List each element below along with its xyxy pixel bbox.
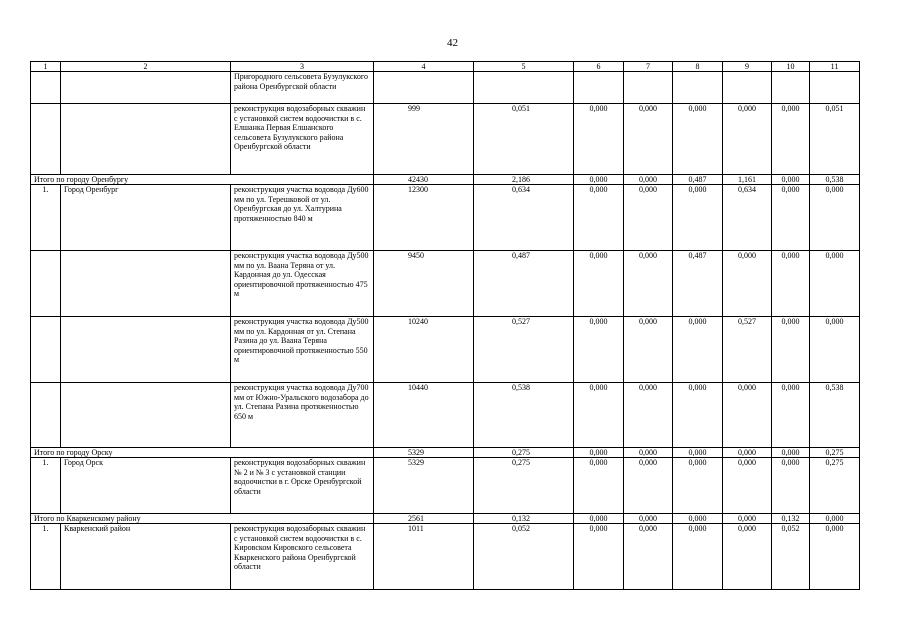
value-cell-col-6: 0,000: [574, 317, 624, 383]
value-cell-col-11: 0,538: [810, 175, 860, 185]
value-cell-col-7: 0,000: [624, 317, 673, 383]
row-number-cell: [31, 104, 61, 175]
value-cell-col-5: 0,527: [474, 317, 574, 383]
row-number-cell: [31, 72, 61, 104]
value-cell-col-8: 0,000: [673, 383, 723, 448]
column-number-header: 2: [61, 62, 231, 72]
value-cell-col-7: 0,000: [624, 251, 673, 317]
value-cell-col-7: 0,000: [624, 185, 673, 251]
column-number-header: 5: [474, 62, 574, 72]
project-description-cell: реконструкция участка водовода Ду500 мм по ул. Кардонная от ул. Степана Разина до ул. Ваана Теряна ориентировочной протяженностью 550 м: [231, 317, 374, 383]
data-table: [30, 61, 860, 590]
value-cell-col-10: 0,000: [772, 251, 810, 317]
column-number-header: 6: [574, 62, 624, 72]
value-cell-col-4: 2561: [374, 514, 474, 524]
value-cell-col-10: 0,000: [772, 185, 810, 251]
value-cell-col-8: 0,000: [673, 185, 723, 251]
value-cell-col-5: 0,052: [474, 524, 574, 590]
value-cell-col-7: 0,000: [624, 448, 673, 458]
value-cell-col-8: 0,000: [673, 104, 723, 175]
value-cell-col-6: 0,000: [574, 185, 624, 251]
value-cell-col-6: 0,000: [574, 524, 624, 590]
subtotal-row: [31, 448, 860, 458]
value-cell-col-9: 0,527: [723, 317, 772, 383]
value-cell-col-9: 0,000: [723, 383, 772, 448]
project-description-cell: реконструкция участка водовода Ду700 мм от Южно-Уральского водозабора до ул. Степана Разина протяженностью 650 м: [231, 383, 374, 448]
value-cell-col-9: 0,000: [723, 524, 772, 590]
place-name-cell: [61, 383, 231, 448]
value-cell-col-4: 10440: [374, 383, 474, 448]
value-cell-col-5: 0,051: [474, 104, 574, 175]
value-cell-col-7: 0,000: [624, 383, 673, 448]
value-cell-col-5: 2,186: [474, 175, 574, 185]
value-cell-col-5: 0,634: [474, 185, 574, 251]
table-row: [31, 251, 860, 317]
value-cell-col-6: 0,000: [574, 458, 624, 514]
value-cell-col-10: [772, 72, 810, 104]
value-cell-col-9: 0,000: [723, 448, 772, 458]
value-cell-col-6: 0,000: [574, 448, 624, 458]
project-description-cell: реконструкция водозаборных скважин № 2 и № 3 с установкой станции водоочистки в г. Орске Оренбургской области: [231, 458, 374, 514]
value-cell-col-9: 0,634: [723, 185, 772, 251]
value-cell-col-11: 0,051: [810, 104, 860, 175]
project-description-cell: реконструкция участка водовода Ду600 мм по ул. Терешковой от ул. Оренбургская до ул. Халтурина протяженностью 840 м: [231, 185, 374, 251]
value-cell-col-10: 0,000: [772, 448, 810, 458]
place-name-cell: [61, 72, 231, 104]
table-row: [31, 524, 860, 590]
value-cell-col-4: 42430: [374, 175, 474, 185]
value-cell-col-11: 0,000: [810, 514, 860, 524]
row-number-cell: 1.: [31, 185, 61, 251]
table-row: [31, 185, 860, 251]
value-cell-col-10: 0,000: [772, 317, 810, 383]
subtotal-row: [31, 514, 860, 524]
value-cell-col-5: 0,538: [474, 383, 574, 448]
value-cell-col-4: 12300: [374, 185, 474, 251]
place-name-cell: Город Орск: [61, 458, 231, 514]
subtotal-label: Итого по городу Оренбургу: [31, 175, 374, 185]
value-cell-col-4: 1011: [374, 524, 474, 590]
value-cell-col-11: 0,000: [810, 185, 860, 251]
value-cell-col-11: 0,000: [810, 524, 860, 590]
table-row: [31, 317, 860, 383]
table-row: [31, 72, 860, 104]
value-cell-col-8: 0,000: [673, 317, 723, 383]
value-cell-col-7: 0,000: [624, 104, 673, 175]
value-cell-col-9: 0,000: [723, 104, 772, 175]
table-row: [31, 104, 860, 175]
row-number-cell: [31, 317, 61, 383]
subtotal-row: [31, 175, 860, 185]
column-number-header: 9: [723, 62, 772, 72]
value-cell-col-6: [574, 72, 624, 104]
value-cell-col-4: 5329: [374, 458, 474, 514]
place-name-cell: Город Оренбург: [61, 185, 231, 251]
value-cell-col-7: [624, 72, 673, 104]
row-number-cell: [31, 383, 61, 448]
value-cell-col-9: 0,000: [723, 514, 772, 524]
value-cell-col-4: 9450: [374, 251, 474, 317]
value-cell-col-7: 0,000: [624, 175, 673, 185]
value-cell-col-6: 0,000: [574, 383, 624, 448]
subtotal-label: Итого по Кваркенскому району: [31, 514, 374, 524]
value-cell-col-6: 0,000: [574, 175, 624, 185]
value-cell-col-8: [673, 72, 723, 104]
value-cell-col-6: 0,000: [574, 514, 624, 524]
value-cell-col-10: 0,000: [772, 458, 810, 514]
value-cell-col-4: 5329: [374, 448, 474, 458]
value-cell-col-10: 0,132: [772, 514, 810, 524]
value-cell-col-8: 0,000: [673, 448, 723, 458]
value-cell-col-5: 0,132: [474, 514, 574, 524]
column-number-header: 3: [231, 62, 374, 72]
subtotal-label: Итого по городу Орску: [31, 448, 374, 458]
column-number-header: 1: [31, 62, 61, 72]
value-cell-col-4: 999: [374, 104, 474, 175]
value-cell-col-5: [474, 72, 574, 104]
project-description-cell: реконструкция участка водовода Ду500 мм по ул. Ваана Теряна от ул. Кардонная до ул. Одесская ориентировочной протяженностью 475 м: [231, 251, 374, 317]
column-number-header: 4: [374, 62, 474, 72]
place-name-cell: [61, 317, 231, 383]
value-cell-col-11: 0,275: [810, 448, 860, 458]
value-cell-col-11: [810, 72, 860, 104]
value-cell-col-10: 0,000: [772, 175, 810, 185]
column-number-header: 8: [673, 62, 723, 72]
table-row: [31, 383, 860, 448]
value-cell-col-8: 0,000: [673, 458, 723, 514]
value-cell-col-4: 10240: [374, 317, 474, 383]
value-cell-col-7: 0,000: [624, 458, 673, 514]
value-cell-col-9: [723, 72, 772, 104]
row-number-cell: 1.: [31, 458, 61, 514]
project-description-cell: реконструкция водозаборных скважин с установкой систем водоочистки в с. Елшанка Первая Елшанского сельсовета Бузулукского района Оренбургской области: [231, 104, 374, 175]
value-cell-col-9: 1,161: [723, 175, 772, 185]
value-cell-col-5: 0,487: [474, 251, 574, 317]
value-cell-col-11: 0,275: [810, 458, 860, 514]
value-cell-col-6: 0,000: [574, 251, 624, 317]
value-cell-col-11: 0,000: [810, 251, 860, 317]
table-row: [31, 458, 860, 514]
place-name-cell: [61, 104, 231, 175]
value-cell-col-4: [374, 72, 474, 104]
value-cell-col-11: 0,538: [810, 383, 860, 448]
column-number-header: 10: [772, 62, 810, 72]
column-number-row: [31, 62, 860, 72]
column-number-header: 11: [810, 62, 860, 72]
value-cell-col-10: 0,000: [772, 383, 810, 448]
row-number-cell: [31, 251, 61, 317]
column-number-header: 7: [624, 62, 673, 72]
value-cell-col-7: 0,000: [624, 514, 673, 524]
page-number: 42: [447, 37, 458, 49]
value-cell-col-8: 0,487: [673, 175, 723, 185]
project-description-cell: реконструкция водозаборных скважин с установкой систем водоочистки в с. Кировском Кировского сельсовета Кваркенского района Оренбургской области: [231, 524, 374, 590]
place-name-cell: [61, 251, 231, 317]
value-cell-col-8: 0,000: [673, 514, 723, 524]
value-cell-col-7: 0,000: [624, 524, 673, 590]
value-cell-col-8: 0,487: [673, 251, 723, 317]
project-description-cell: Пригородного сельсовета Бузулукского района Оренбургской области: [231, 72, 374, 104]
value-cell-col-10: 0,000: [772, 104, 810, 175]
value-cell-col-11: 0,000: [810, 317, 860, 383]
value-cell-col-6: 0,000: [574, 104, 624, 175]
value-cell-col-8: 0,000: [673, 524, 723, 590]
value-cell-col-5: 0,275: [474, 448, 574, 458]
value-cell-col-5: 0,275: [474, 458, 574, 514]
value-cell-col-9: 0,000: [723, 458, 772, 514]
row-number-cell: 1.: [31, 524, 61, 590]
value-cell-col-10: 0,052: [772, 524, 810, 590]
value-cell-col-9: 0,000: [723, 251, 772, 317]
place-name-cell: Кваркенский район: [61, 524, 231, 590]
